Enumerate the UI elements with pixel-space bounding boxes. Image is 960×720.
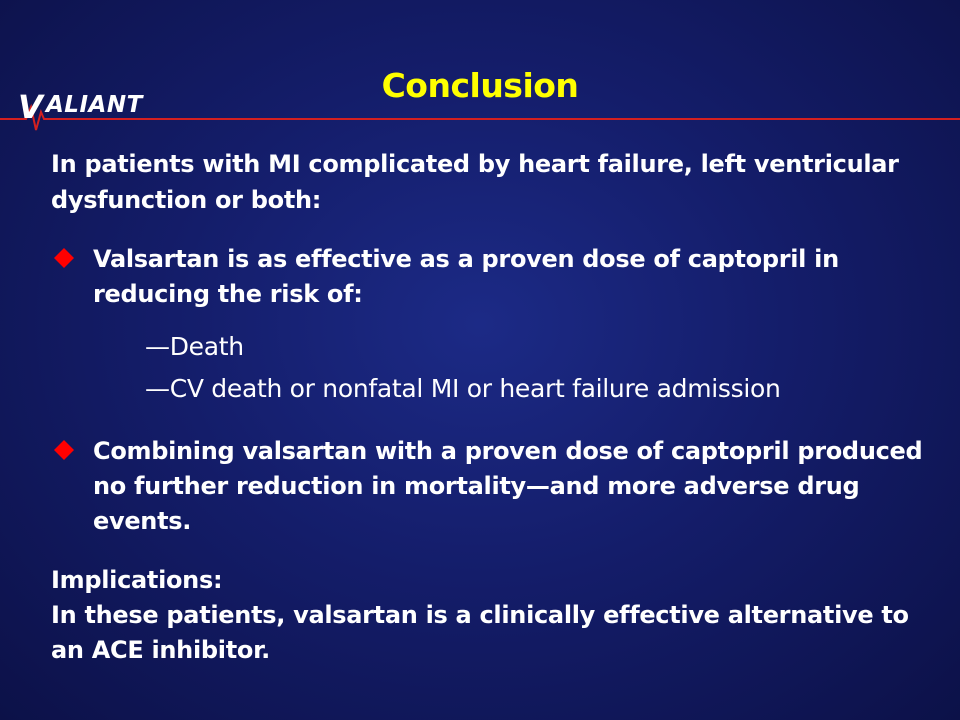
- diamond-bullet-icon: [53, 247, 75, 269]
- bullet-item: [51, 242, 931, 410]
- slide-content: [51, 146, 931, 668]
- sub-item: —CV death or nonfatal MI or heart failure admission: [145, 374, 781, 403]
- sub-list: [145, 326, 931, 410]
- implications-heading: Implications:: [51, 566, 223, 594]
- bullet-item: [51, 434, 931, 539]
- implications-text: In these patients, valsartan is a clinically effective alternative to an ACE inhibitor.: [51, 601, 909, 664]
- logo-initial: V: [18, 88, 43, 126]
- valiant-logo: [0, 88, 960, 138]
- intro-text: In patients with MI complicated by heart failure, left ventricular dysfunction or both:: [51, 150, 899, 214]
- heartbeat-line-icon: [0, 92, 960, 138]
- bullet-text: Combining valsartan with a proven dose of captopril produced no further reduction in mortality—and more adverse drug events.: [93, 437, 923, 535]
- sub-item: —Death: [145, 332, 244, 361]
- diamond-bullet-icon: [53, 439, 75, 461]
- bullet-text: Valsartan is as effective as a proven dose of captopril in reducing the risk of:: [93, 245, 839, 308]
- logo-text: ALIANT: [46, 92, 143, 118]
- slide-title: Conclusion: [381, 66, 579, 105]
- implications: [51, 563, 931, 668]
